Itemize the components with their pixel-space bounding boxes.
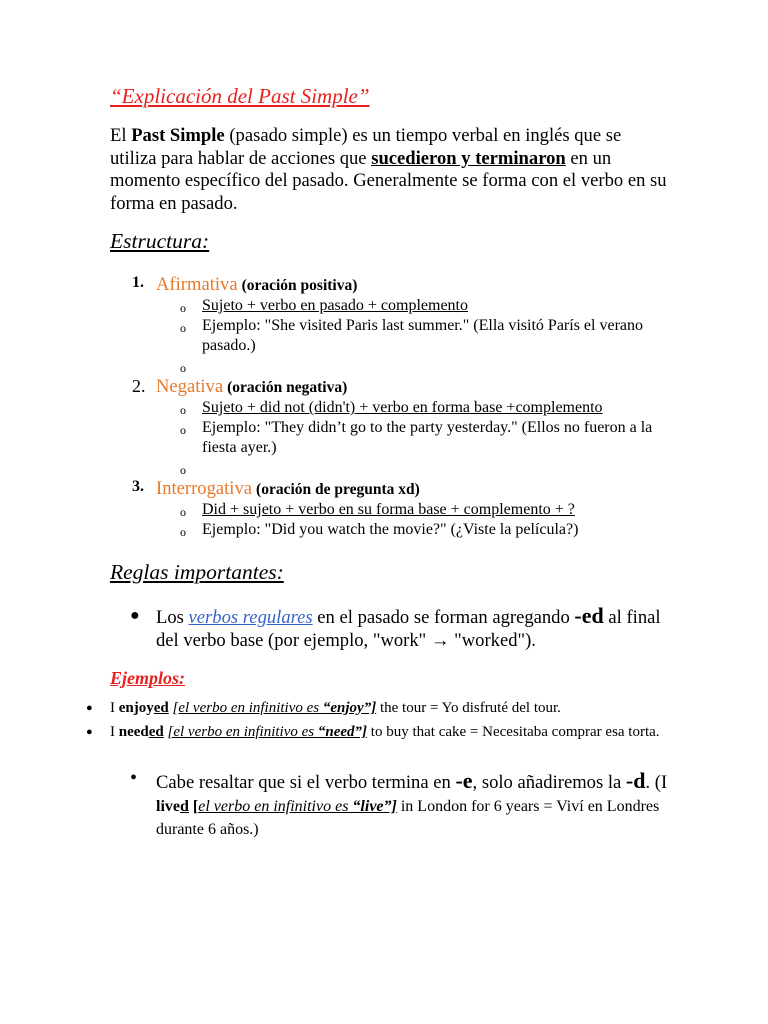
item-label: Interrogativa — [156, 478, 253, 499]
sub-item-formula — [156, 296, 670, 316]
ejemplos-heading: Ejemplos: — [110, 668, 185, 688]
document-title: “Explicación del Past Simple” — [110, 84, 370, 108]
reglas-heading: Reglas importantes: — [110, 560, 284, 584]
intro-paragraph — [110, 125, 670, 215]
rule2-note: el verbo en infinitivo es — [198, 797, 353, 815]
intro-text-2: (pasado simple) es un tiempo verbal en inglés que se utiliza para hablar de acciones que — [110, 125, 622, 169]
item-label: Negativa — [156, 376, 224, 397]
example-text: Ejemplo: "She visited Paris last summer." (Ella visitó París el verano pasado.) — [202, 317, 643, 354]
intro-text-3: en un momento específico del pasado. Generalmente se forma con el verbo en su forma en pasado. — [110, 147, 667, 214]
example-ending: ed — [153, 700, 169, 716]
intro-term: Past Simple — [131, 125, 225, 146]
item-number: 3. — [132, 478, 144, 495]
example-enjoyed — [86, 697, 670, 721]
rule2-text-1: Cabe resaltar que si el verbo termina en — [156, 772, 456, 793]
rule-regular-verbs — [110, 605, 670, 652]
example-rest: to buy that cake = Necesitaba comprar esa torta. — [367, 723, 660, 740]
rule2-ending: d — [180, 797, 189, 815]
sub-item-example — [156, 418, 670, 458]
verbos-regulares-link[interactable]: verbos regulares — [188, 607, 313, 628]
sub-list — [156, 296, 670, 376]
document-page — [86, 84, 670, 842]
formula-text: Did + sujeto + verbo en su forma base + complemento + ? — [202, 501, 575, 518]
bullet-dot: ● — [86, 725, 93, 738]
rule2-e: -e — [455, 768, 473, 793]
intro-emphasis: sucedieron y terminaron — [371, 147, 566, 169]
rule-ending-e: • Cabe resaltar que si el verbo termina en -e, solo añadiremos la -d. (I lived [el verbo en infinitivo es “live”] in London for 6 years = Viví en Londres durante 6 años.) — [130, 767, 668, 838]
sub-item-formula — [156, 500, 670, 520]
sub-bullet: o — [180, 361, 186, 375]
item-label: Afirmativa — [156, 274, 238, 295]
rule2-d: -d — [625, 768, 646, 793]
bullet-dot: ● — [130, 607, 140, 624]
example-subject: I — [110, 723, 119, 740]
sub-item-example — [156, 520, 670, 540]
sub-item-empty — [156, 458, 670, 478]
example-note: [el verbo en infinitivo es — [167, 723, 318, 740]
sub-bullet: o — [180, 423, 186, 437]
rule2-rest: in London for 6 years = Viví en Londres durante 6 años.) — [156, 797, 660, 838]
rule2-text-3: . (I — [645, 772, 668, 793]
sub-bullet: o — [180, 403, 186, 417]
example-subject: I — [110, 700, 119, 716]
estructura-item-afirmativa — [110, 274, 670, 376]
example-needed — [86, 721, 670, 745]
sub-list — [156, 398, 670, 478]
sub-bullet: o — [180, 321, 186, 335]
sub-item-formula — [156, 398, 670, 418]
estructura-heading: Estructura: — [110, 229, 210, 253]
reglas-list — [110, 605, 670, 652]
bullet-dot: ● — [86, 702, 93, 714]
example-rest: the tour = Yo disfruté del tour. — [376, 700, 561, 716]
sub-list — [156, 500, 670, 540]
sub-bullet: o — [180, 301, 186, 315]
rule1-text-1: Los — [156, 607, 189, 628]
example-stem: need — [118, 723, 149, 740]
example-text: Ejemplo: "Did you watch the movie?" (¿Viste la película?) — [202, 521, 579, 538]
sub-item-example — [156, 316, 670, 356]
item-paren: (oración negativa) — [227, 379, 348, 396]
estructura-item-negativa — [110, 376, 670, 478]
rule1-suffix: -ed — [574, 603, 604, 628]
ejemplos-list — [86, 697, 670, 744]
example-note: [el verbo en infinitivo es — [172, 700, 323, 716]
estructura-list — [110, 274, 670, 540]
sub-item-empty — [156, 356, 670, 376]
sub-bullet: o — [180, 463, 186, 477]
estructura-item-interrogativa — [110, 478, 670, 540]
rule2-note-word: “live”] — [352, 797, 397, 815]
rule2-stem: live — [156, 797, 180, 815]
sub-bullet: o — [180, 505, 186, 519]
example-text: Ejemplo: "They didn’t go to the party yesterday." (Ellos no fueron a la fiesta ayer.) — [202, 419, 653, 456]
sub-bullet: o — [180, 525, 186, 539]
intro-text-1: El — [110, 125, 132, 146]
item-paren: (oración positiva) — [241, 277, 358, 294]
item-number: 2. — [132, 376, 146, 396]
rule2-text-2: , solo añadiremos la — [472, 772, 626, 793]
rule2-list — [110, 767, 670, 842]
example-stem: enjoy — [118, 700, 154, 716]
example-ending: ed — [148, 723, 164, 740]
item-paren: (oración de pregunta xd) — [256, 481, 420, 498]
formula-text: Sujeto + did not (didn't) + verbo en forma base +complemento — [202, 399, 603, 416]
rule1-text-2: en el pasado se forman agregando — [312, 607, 575, 628]
bullet-dot: • — [130, 767, 138, 789]
item-number: 1. — [132, 274, 144, 291]
rule1-text-3: al final del verbo base (por ejemplo, "work" → "worked"). — [156, 607, 661, 651]
example-note-word: “enjoy”] — [322, 700, 377, 716]
example-note-word: “need”] — [317, 723, 368, 740]
formula-text: Sujeto + verbo en pasado + complemento — [202, 297, 468, 314]
